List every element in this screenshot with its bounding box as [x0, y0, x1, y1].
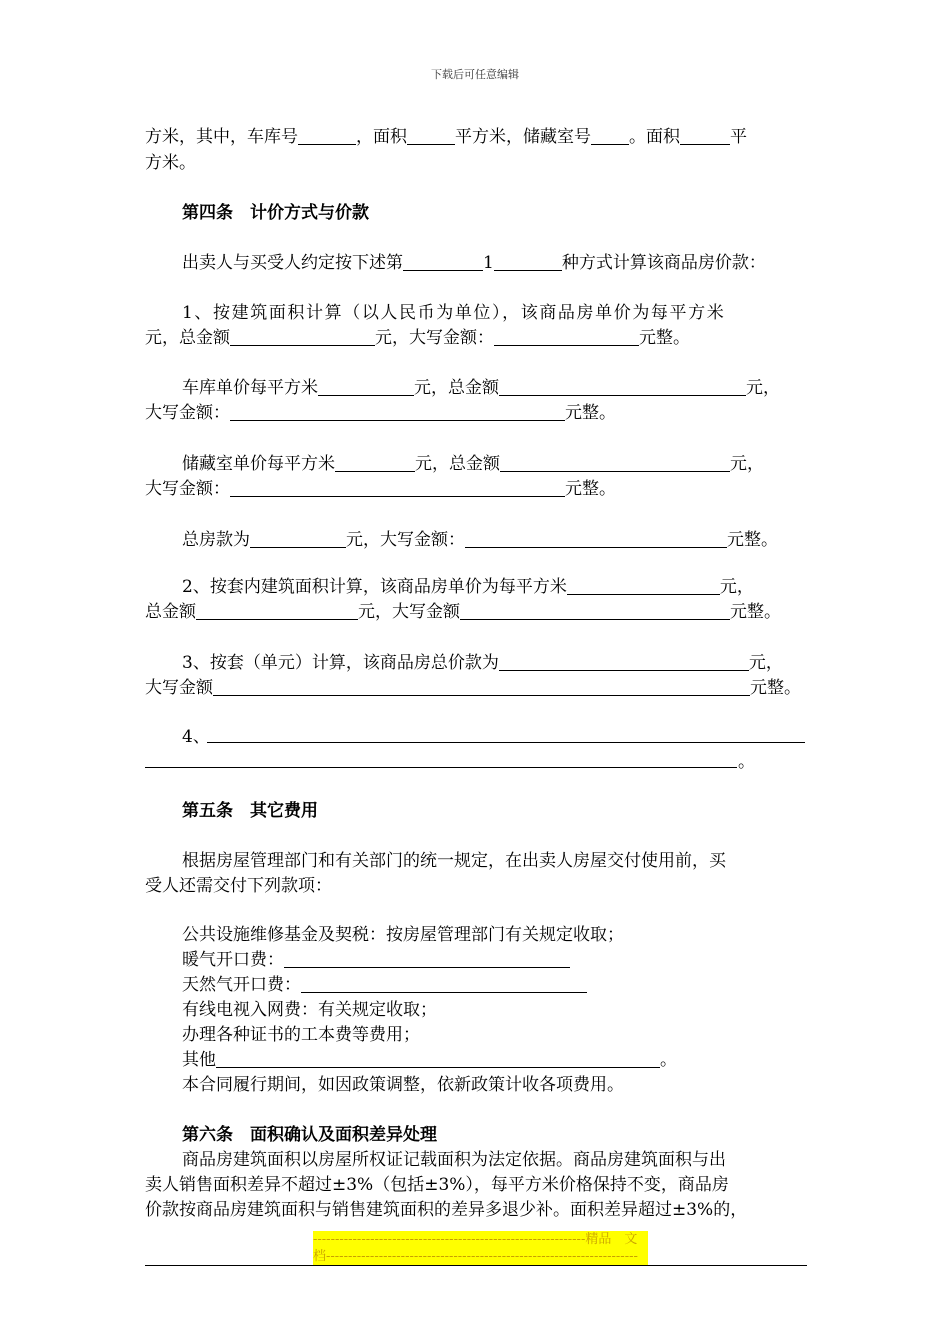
text: 元，	[748, 653, 783, 673]
blank-line[interactable]	[335, 453, 415, 472]
text-line: 方米。	[145, 153, 196, 173]
text: 元，大写金额：	[346, 530, 465, 550]
blank-line[interactable]	[301, 974, 587, 993]
text: 总房款为	[182, 530, 250, 550]
blank-line[interactable]	[213, 677, 750, 696]
storage-line-2	[145, 476, 810, 502]
blank-line[interactable]	[465, 529, 727, 548]
fees-line-2: 受人还需交付下列款项：	[145, 876, 332, 896]
blank-line[interactable]	[494, 252, 562, 271]
blank-line[interactable]	[499, 377, 746, 396]
footer-line-2: 档-----------------------------------------------------------------------	[313, 1249, 638, 1264]
section-heading-6: 第六条 面积确认及面积差异处理	[182, 1125, 437, 1145]
text: 其他	[182, 1050, 216, 1070]
storage-line-1	[145, 451, 847, 477]
blank-line[interactable]	[494, 327, 639, 346]
text: 。面积	[629, 127, 680, 147]
item-4-line-1: 4、	[182, 727, 210, 747]
text: 总金额	[145, 602, 196, 622]
blank-line[interactable]	[318, 377, 414, 396]
blank-line[interactable]	[196, 601, 358, 620]
garage-line-1	[145, 375, 847, 401]
fee-certificates: 办理各种证书的工本费等费用；	[182, 1025, 420, 1045]
text: 暖气开口费：	[182, 950, 284, 970]
blank-line[interactable]	[145, 767, 737, 768]
text: 出卖人与买受人约定按下述第	[182, 253, 403, 273]
item-4-end: 。	[738, 752, 755, 772]
text: ，面积	[356, 127, 407, 147]
text: 平	[730, 127, 747, 147]
area-line-1: 商品房建筑面积以房屋所权证记载面积为法定依据。商品房建筑面积与出	[182, 1150, 726, 1170]
footer-rule	[145, 1265, 807, 1266]
text: 元整。	[750, 678, 801, 698]
text: 元整。	[565, 403, 616, 423]
blank-line[interactable]	[230, 327, 375, 346]
text: 元，大写金额	[358, 602, 460, 622]
text: 元整。	[639, 328, 690, 348]
area-line-2: 卖人销售面积差异不超过±3%（包括±3%），每平方米价格保持不变，商品房	[145, 1175, 729, 1195]
fee-heating	[145, 947, 847, 973]
garage-line-2	[145, 400, 810, 426]
text: 元，	[719, 577, 754, 597]
text: 元，总金额	[145, 328, 230, 348]
blank-line[interactable]	[499, 652, 749, 671]
section-heading-5: 第五条 其它费用	[182, 801, 318, 821]
fee-policy-note: 本合同履行期间，如因政策调整，依新政策计收各项费用。	[182, 1075, 624, 1095]
text: 元整。	[565, 479, 616, 499]
text: 种方式计算该商品房价款：	[561, 253, 766, 273]
text: 大写金额	[145, 678, 213, 698]
page-header: 下载后可任意编辑	[431, 68, 519, 81]
blank-line[interactable]	[407, 126, 455, 145]
blank-line[interactable]	[567, 576, 720, 595]
blank-line[interactable]	[230, 402, 565, 421]
blank-line[interactable]	[250, 529, 346, 548]
text: 平方米，储藏室号	[455, 127, 591, 147]
text: 储藏室单价每平方米	[182, 454, 335, 474]
text: 车库单价每平方米	[182, 378, 318, 398]
fee-other	[145, 1047, 847, 1073]
total-price-line	[145, 527, 847, 553]
item-3-line-1	[145, 650, 847, 676]
text: 元整。	[730, 602, 781, 622]
blank-line[interactable]	[207, 742, 805, 743]
text: 大写金额：	[145, 403, 230, 423]
text: 元，总金额	[415, 454, 500, 474]
text: 。	[660, 1050, 677, 1070]
item-1-line-2	[145, 325, 810, 351]
method-number: 1	[483, 253, 494, 273]
blank-line[interactable]	[403, 252, 483, 271]
blank-line[interactable]	[591, 126, 629, 145]
item-2-line-1	[145, 574, 847, 600]
text: 天然气开口费：	[182, 975, 301, 995]
blank-line[interactable]	[230, 478, 565, 497]
text: 大写金额：	[145, 479, 230, 499]
text: 元整。	[727, 530, 778, 550]
text: 3、按套（单元）计算，该商品房总价款为	[182, 653, 499, 673]
fee-gas	[145, 972, 847, 998]
text: 元，	[730, 454, 764, 474]
blank-line[interactable]	[680, 126, 730, 145]
blank-line[interactable]	[216, 1049, 660, 1068]
footer-watermark	[313, 1231, 648, 1265]
area-line-3: 价款按商品房建筑面积与销售建筑面积的差异多退少补。面积差异超过±3%的，	[145, 1200, 748, 1220]
text: 元，	[746, 378, 780, 398]
item-1-line-1: 1、按建筑面积计算（以人民币为单位），该商品房单价为每平方米	[182, 303, 726, 323]
item-3-line-2	[145, 675, 810, 701]
text: 元，大写金额：	[375, 328, 494, 348]
fee-maintenance: 公共设施维修基金及契税：按房屋管理部门有关规定收取；	[182, 925, 624, 945]
section-heading-4: 第四条 计价方式与价款	[182, 203, 369, 223]
blank-line[interactable]	[284, 949, 570, 968]
text: 元，总金额	[414, 378, 499, 398]
blank-line[interactable]	[298, 126, 356, 145]
fees-line-1: 根据房屋管理部门和有关部门的统一规定，在出卖人房屋交付使用前，买	[182, 851, 726, 871]
item-2-line-2	[145, 599, 810, 625]
paragraph-method	[145, 250, 847, 276]
paragraph-garage-storage	[145, 124, 810, 150]
fee-cable: 有线电视入网费：有关规定收取；	[182, 1000, 437, 1020]
text: 方米，其中，车库号	[145, 127, 298, 147]
blank-line[interactable]	[460, 601, 730, 620]
text: 2、按套内建筑面积计算，该商品房单价为每平方米	[182, 577, 567, 597]
footer-line-1: --------------------------------------------------------------精品 文	[313, 1232, 638, 1247]
blank-line[interactable]	[500, 453, 730, 472]
